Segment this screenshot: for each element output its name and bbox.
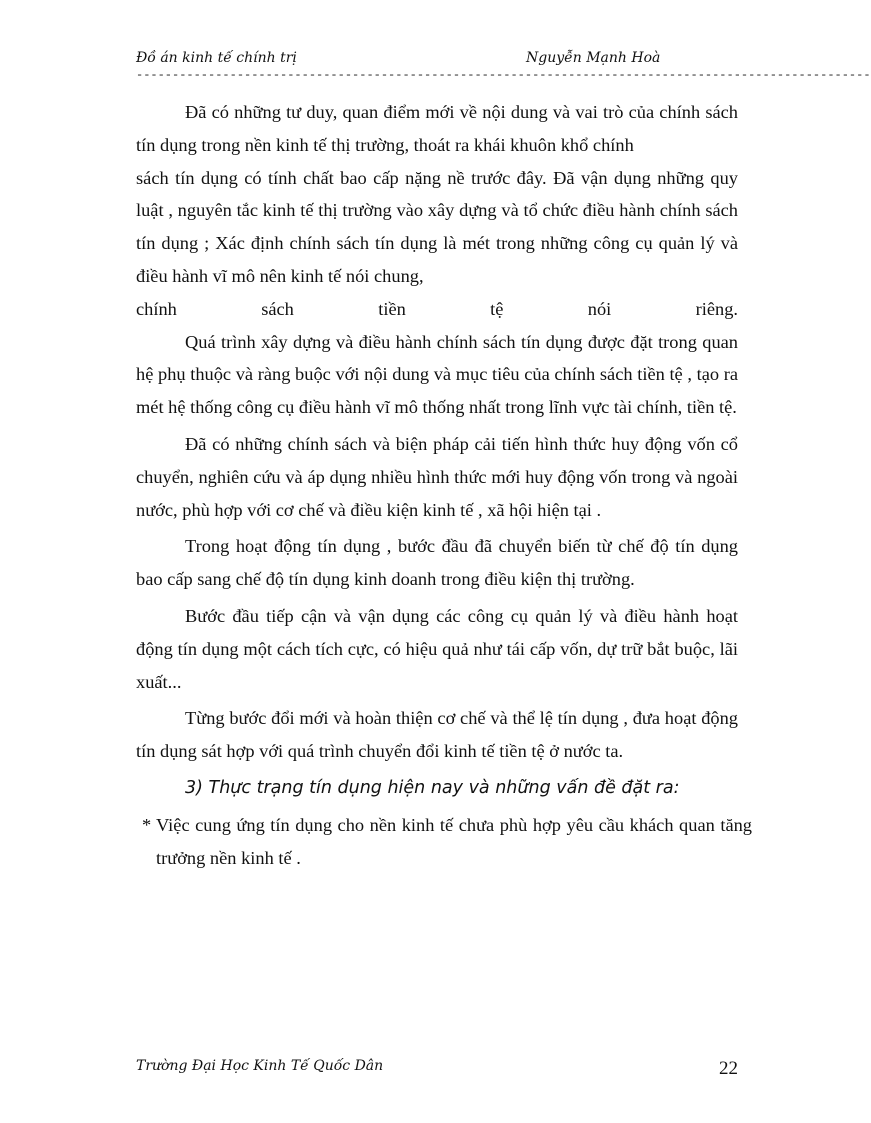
- bullet-mark: *: [142, 814, 152, 835]
- paragraph-5: Bước đầu tiếp cận và vận dụng các công cụ quản lý và điều hành hoạt động tín dụng một cách tích cực, có hiệu quả như tái cấp vốn, dự trữ bắt buộc, lãi xuất...: [136, 605, 738, 692]
- paragraph-1b: sách tín dụng có tính chất bao cấp nặng nề trước đây. Đã vận dụng những quy luật , nguyên tắc kinh tế thị trường vào xây dựng và tổ chức điều hành chính sách tín dụng ; Xác định chính sách tín dụng là mét trong những công cụ quản lý và điều hành vĩ mô nên kinh tế nói chung,: [136, 167, 738, 286]
- paragraph-4: Trong hoạt động tín dụng , bước đầu đã chuyển biến từ chế độ tín dụng bao cấp sang chế độ tín dụng kinh doanh trong điều kiện thị trường.: [136, 536, 738, 590]
- paragraph-2: Quá trình xây dựng và điều hành chính sách tín dụng được đặt trong quan hệ phụ thuộc và ràng buộc với nội dung và mục tiêu của chính sách tiền tệ , tạo ra mét hệ thống công cụ điều hành vĩ mô thống nhất trong lĩnh vực tài chính, tiền tệ.: [136, 331, 738, 418]
- paragraph-1a: Đã có những tư duy, quan điểm mới về nội dung và vai trò của chính sách tín dụng trong nền kinh tế thị trường, thoát ra khái khuôn khổ chính: [136, 102, 738, 155]
- header-title: Đồ án kinh tế chính trị: [136, 50, 297, 66]
- header-author: Nguyễn Mạnh Hoà: [526, 50, 661, 66]
- page-footer: Trường Đại Học Kinh Tế Quốc Dân: [136, 1058, 384, 1074]
- paragraph-3: Đã có những chính sách và biện pháp cải tiến hình thức huy động vốn cổ chuyển, nghiên cứu và áp dụng nhiều hình thức mới huy động vốn trong và ngoài nước, phù hợp với cơ chế và điều kiện kinh tế , xã hội hiện tại .: [136, 433, 738, 520]
- paragraph-1c: chính sách tiền tệ nói riêng.: [136, 298, 738, 319]
- bullet-text: Việc cung ứng tín dụng cho nền kinh tế chưa phù hợp yêu cầu khách quan tăng trưởng nền kinh tế .: [156, 814, 752, 868]
- header-divider: ------------------------------------------------------------------------------------------------------: [136, 68, 871, 82]
- bullet-item: [142, 809, 752, 875]
- section-heading: 3) Thực trạng tín dụng hiện nay và những vấn đề đặt ra:: [185, 777, 680, 798]
- paragraph-6: Từng bước đổi mới và hoàn thiện cơ chế và thể lệ tín dụng , đưa hoạt động tín dụng sát hợp với quá trình chuyển đổi kinh tế tiền tệ ở nước ta.: [136, 708, 738, 762]
- page-number: 22: [719, 1058, 738, 1079]
- body-text: [136, 96, 752, 874]
